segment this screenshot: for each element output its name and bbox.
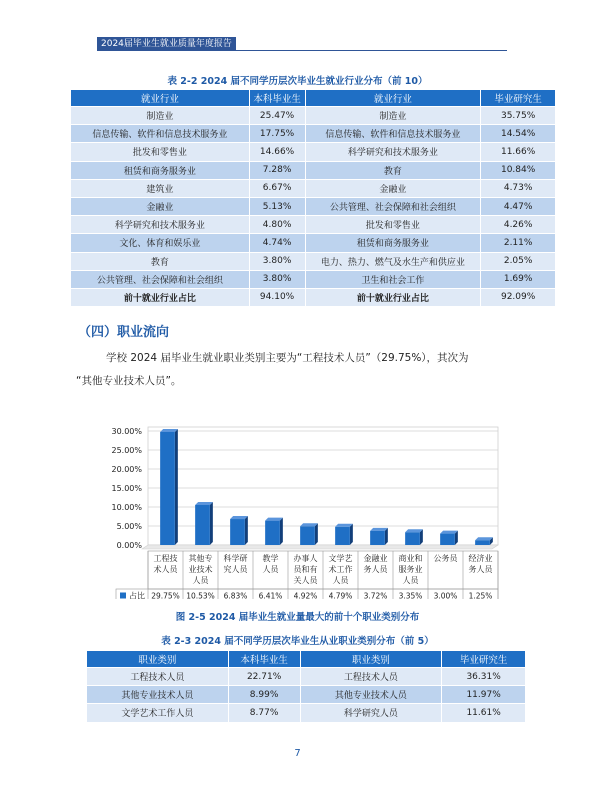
table-row (87, 686, 526, 704)
category-label: 办事人员和有关人员 (293, 554, 318, 585)
percent-cell: 10.84% (481, 161, 556, 179)
bar-side (210, 502, 213, 545)
table-row (71, 107, 556, 125)
y-tick-label: 0.00% (116, 541, 142, 550)
category-label: 文学艺术工作人员 (328, 554, 353, 585)
percent-cell: 17.75% (249, 125, 305, 143)
percent-cell: 7.28% (249, 161, 305, 179)
paragraph-line-2: “其他专业技术人员”。 (76, 375, 182, 387)
col-header-industry: 就业行业 (305, 90, 481, 107)
table-row (71, 179, 556, 197)
category-label: 金融业务人员 (363, 554, 388, 574)
bar-side (385, 528, 388, 545)
bar (230, 519, 245, 545)
category-label: 商业和服务业人员 (398, 554, 423, 585)
percent-cell: 14.66% (249, 143, 305, 161)
col-header-undergrad: 本科毕业生 (228, 651, 300, 668)
summary-value: 92.09% (481, 288, 556, 306)
y-tick-label: 20.00% (111, 465, 142, 474)
table1-caption: 表 2-2 2024 届不同学历层次毕业生就业行业分布（前 10） (167, 76, 428, 87)
bar-side (245, 516, 248, 545)
category-cell: 科学研究和技术服务业 (71, 216, 250, 234)
percent-cell: 11.97% (442, 686, 526, 704)
category-cell: 工程技术人员 (300, 668, 442, 686)
category-cell: 文化、体育和娱乐业 (71, 234, 250, 252)
bar (475, 540, 490, 545)
figure-caption: 图 2-5 2024 届毕业生就业量最大的前十个职业类别分布 (175, 612, 420, 623)
percent-cell: 14.54% (481, 125, 556, 143)
bar-top (265, 518, 283, 521)
paragraph-line-1: 学校 2024 届毕业生就业职业类别主要为“工程技术人员”（29.75%），其次为 (106, 352, 469, 364)
data-label: 3.35% (398, 591, 423, 599)
data-label: 1.25% (468, 591, 493, 599)
percent-cell: 4.80% (249, 216, 305, 234)
category-cell: 卫生和社会工作 (305, 270, 481, 288)
y-tick-label: 5.00% (116, 522, 142, 531)
percent-cell: 1.69% (481, 270, 556, 288)
category-cell: 制造业 (305, 107, 481, 125)
bar (195, 505, 210, 545)
category-cell: 其他专业技术人员 (300, 686, 442, 704)
col-header-occupation: 职业类别 (300, 651, 442, 668)
category-cell: 科学研究人员 (300, 704, 442, 722)
summary-label: 前十就业行业占比 (305, 288, 481, 306)
category-label: 科学研究人员 (223, 554, 248, 574)
table2-caption: 表 2-3 2024 届不同学历层次毕业生从业职业类别分布（前 5） (161, 636, 434, 647)
percent-cell: 36.31% (442, 668, 526, 686)
table-row (71, 270, 556, 288)
table-row (71, 234, 556, 252)
bar (440, 534, 455, 545)
occupation-distribution-table (86, 650, 526, 723)
bar (160, 432, 175, 545)
category-cell: 租赁和商务服务业 (305, 234, 481, 252)
category-cell: 教育 (305, 161, 481, 179)
bar (300, 526, 315, 545)
report-title-badge: 2024届毕业生就业质量年度报告 (97, 37, 236, 51)
category-label: 教学人员 (262, 554, 279, 574)
bar-top (230, 516, 248, 519)
col-header-industry: 就业行业 (71, 90, 250, 107)
y-tick-label: 10.00% (111, 503, 142, 512)
y-tick-label: 15.00% (111, 484, 142, 493)
percent-cell: 25.47% (249, 107, 305, 125)
table-row (71, 216, 556, 234)
category-label: 其他专业技术人员 (188, 554, 213, 585)
table-row (87, 704, 526, 722)
bar-side (280, 518, 283, 545)
category-cell: 科学研究和技术服务业 (305, 143, 481, 161)
y-tick-label: 25.00% (111, 446, 142, 455)
bar (265, 521, 280, 545)
bar-top (300, 523, 318, 526)
industry-distribution-table (70, 89, 556, 307)
category-label: 经济业务人员 (468, 554, 493, 574)
bar-side (350, 524, 353, 545)
col-header-graduate: 毕业研究生 (481, 90, 556, 107)
bar (405, 532, 420, 545)
table-row (71, 197, 556, 215)
category-cell: 公共管理、社会保障和社会组织 (305, 197, 481, 215)
summary-row (71, 288, 556, 306)
summary-label: 前十就业行业占比 (71, 288, 250, 306)
category-cell: 工程技术人员 (87, 668, 229, 686)
col-header-graduate: 毕业研究生 (442, 651, 526, 668)
page-number: 7 (294, 748, 301, 759)
category-cell: 其他专业技术人员 (87, 686, 229, 704)
bar-top (405, 529, 423, 532)
percent-cell: 2.11% (481, 234, 556, 252)
category-cell: 教育 (71, 252, 250, 270)
bar (335, 527, 350, 545)
section-heading: （四）职业流向 (78, 325, 170, 340)
table-row (71, 252, 556, 270)
table-row (71, 125, 556, 143)
occupation-bar-chart (108, 423, 506, 599)
category-cell: 建筑业 (71, 179, 250, 197)
category-cell: 信息传输、软件和信息技术服务业 (71, 125, 250, 143)
category-cell: 金融业 (71, 197, 250, 215)
percent-cell: 8.99% (228, 686, 300, 704)
percent-cell: 4.26% (481, 216, 556, 234)
category-label: 公务员 (433, 554, 458, 563)
bar-top (370, 528, 388, 531)
percent-cell: 8.77% (228, 704, 300, 722)
percent-cell: 22.71% (228, 668, 300, 686)
col-header-occupation: 职业类别 (87, 651, 229, 668)
data-label: 4.92% (293, 591, 318, 599)
percent-cell: 4.47% (481, 197, 556, 215)
bar-top (440, 531, 458, 534)
category-cell: 批发和零售业 (305, 216, 481, 234)
category-cell: 租赁和商务服务业 (71, 161, 250, 179)
category-cell: 制造业 (71, 107, 250, 125)
col-header-undergrad: 本科毕业生 (249, 90, 305, 107)
category-cell: 批发和零售业 (71, 143, 250, 161)
table-row (71, 161, 556, 179)
category-cell: 信息传输、软件和信息技术服务业 (305, 125, 481, 143)
legend-swatch (120, 593, 126, 599)
percent-cell: 5.13% (249, 197, 305, 215)
y-tick-label: 30.00% (111, 427, 142, 436)
category-cell: 文学艺术工作人员 (87, 704, 229, 722)
bar-side (175, 429, 178, 545)
bar-top (335, 524, 353, 527)
percent-cell: 6.67% (249, 179, 305, 197)
category-cell: 电力、热力、燃气及水生产和供应业 (305, 252, 481, 270)
table-row (87, 668, 526, 686)
percent-cell: 3.80% (249, 270, 305, 288)
bar-side (315, 523, 318, 545)
percent-cell: 4.73% (481, 179, 556, 197)
data-label: 3.00% (433, 591, 458, 599)
percent-cell: 3.80% (249, 252, 305, 270)
header-rule (97, 50, 507, 51)
percent-cell: 11.61% (442, 704, 526, 722)
category-cell: 金融业 (305, 179, 481, 197)
chart-svg (108, 423, 506, 599)
percent-cell: 35.75% (481, 107, 556, 125)
data-label: 6.83% (223, 591, 248, 599)
chart-floor (142, 545, 498, 549)
category-cell: 公共管理、社会保障和社会组织 (71, 270, 250, 288)
data-label: 29.75% (151, 591, 180, 599)
bar-top (195, 502, 213, 505)
data-label: 6.41% (258, 591, 283, 599)
summary-value: 94.10% (249, 288, 305, 306)
percent-cell: 4.74% (249, 234, 305, 252)
legend-series-name: 占比 (129, 591, 145, 599)
category-label: 工程技术人员 (153, 554, 178, 574)
bar (370, 531, 385, 545)
table-row (71, 143, 556, 161)
bar-top (160, 429, 178, 432)
data-label: 4.79% (328, 591, 353, 599)
data-label: 3.72% (363, 591, 388, 599)
bar-top (475, 537, 493, 540)
data-label: 10.53% (186, 591, 215, 599)
percent-cell: 2.05% (481, 252, 556, 270)
percent-cell: 11.66% (481, 143, 556, 161)
